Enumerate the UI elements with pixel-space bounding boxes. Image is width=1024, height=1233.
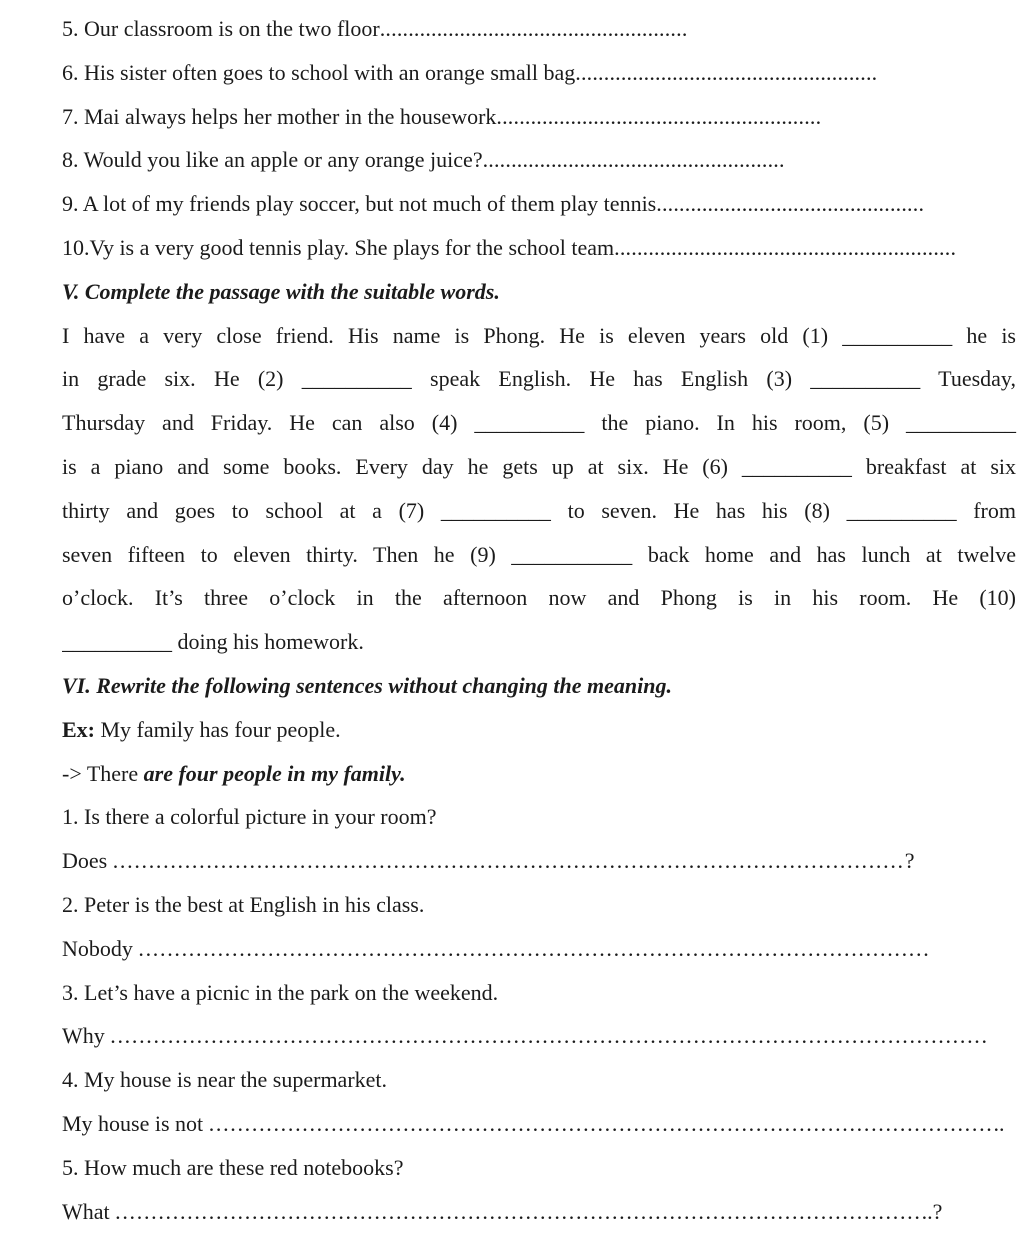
dot-leader: ............................................................ <box>614 234 957 260</box>
dot-leader: .......................................................................................................................... <box>110 1023 989 1049</box>
dot-leader: ......................................................... <box>496 103 822 129</box>
passage-line-8: __________ doing his homework. <box>62 629 364 655</box>
passage-line-1: I have a very close friend. His name is Phong. He is eleven years old (1) __________ he is <box>62 322 1016 348</box>
rewrite-item-2-answer <box>62 927 1016 971</box>
answer-suffix: ? <box>904 848 915 874</box>
sentence-text: 7. Mai always helps her mother in the housework <box>62 103 497 129</box>
answer-start: What <box>62 1198 116 1224</box>
answer-start: Why <box>62 1023 111 1049</box>
section-vi-heading: VI. Rewrite the following sentences without changing the meaning. <box>62 672 672 698</box>
rewrite-item-3-answer <box>62 1014 1016 1058</box>
dot-leader: ..................................................... <box>575 59 878 85</box>
passage-line-5: thirty and goes to school at a (7) __________ to seven. He has his (8) __________ from <box>62 497 1016 523</box>
answer-start: Does <box>62 848 113 874</box>
example-answer-line <box>62 752 1016 796</box>
example-answer-emphasis: are four people in my family. <box>143 760 406 786</box>
dot-leader: .............................................................................................................. <box>138 935 931 961</box>
dot-leader: ................................................................................................................ <box>115 1198 922 1224</box>
sentence-item-7 <box>62 95 1016 139</box>
sentence-text: 10.Vy is a very good tennis play. She plays for the school team <box>62 234 615 260</box>
rewrite-item-4-answer <box>62 1102 1016 1146</box>
sentence-item-9 <box>62 182 1016 226</box>
rewrite-item-4-prompt: 4. My house is near the supermarket. <box>62 1067 388 1093</box>
passage-line-4: is a piano and some books. Every day he gets up at six. He (6) __________ breakfast at six <box>62 453 1016 479</box>
sentence-item-8 <box>62 138 1016 182</box>
passage-line-3: Thursday and Friday. He can also (4) __________ the piano. In his room, (5) __________ <box>62 410 1016 436</box>
sentence-text: 5. Our classroom is on the two floor <box>62 16 380 41</box>
example-label: Ex: <box>62 716 95 742</box>
sentence-text: 9. A lot of my friends play soccer, but not much of them play tennis <box>62 191 657 217</box>
section-iv-items <box>62 7 1016 270</box>
dot-leader: ............................................... <box>656 191 925 217</box>
sentence-text: 8. Would you like an apple or any orange juice? <box>62 147 483 173</box>
section-v-heading: V. Complete the passage with the suitable words. <box>62 278 500 304</box>
sentence-item-6 <box>62 51 1016 95</box>
dot-leader: .............................................................................................................. <box>112 848 905 874</box>
passage-line-6: seven fifteen to eleven thirty. Then he (9) ___________ back home and has lunch at twelve <box>62 541 1016 567</box>
rewrite-item-1-answer <box>62 839 1016 883</box>
passage-line-2: in grade six. He (2) __________ speak English. He has English (3) __________ Tuesday, <box>62 366 1016 392</box>
example-sentence: My family has four people. <box>95 716 341 742</box>
answer-start: My house is not <box>62 1110 209 1136</box>
rewrite-item-5-answer <box>62 1190 1016 1233</box>
dot-leader: ...................................................... <box>379 16 688 41</box>
answer-suffix: .. <box>993 1110 1005 1136</box>
section-v <box>62 270 1016 664</box>
answer-suffix: ..? <box>921 1198 943 1224</box>
answer-start: Nobody <box>62 935 139 961</box>
example-sentence-line <box>62 708 1016 752</box>
dot-leader: ............................................................................................................. <box>208 1110 994 1136</box>
example-answer-prefix: -> There <box>62 760 144 786</box>
rewrite-item-3-prompt: 3. Let’s have a picnic in the park on the weekend. <box>62 979 499 1005</box>
section-vi <box>62 664 1016 1233</box>
sentence-item-10 <box>62 226 1016 270</box>
rewrite-item-5-prompt: 5. How much are these red notebooks? <box>62 1154 404 1180</box>
rewrite-item-1-prompt: 1. Is there a colorful picture in your room? <box>62 804 437 830</box>
sentence-item-5 <box>62 7 1016 51</box>
passage-line-7: o’clock. It’s three o’clock in the afternoon now and Phong is in his room. He (10) <box>62 585 1016 611</box>
dot-leader: ..................................................... <box>482 147 785 173</box>
rewrite-item-2-prompt: 2. Peter is the best at English in his class. <box>62 891 425 917</box>
sentence-text: 6. His sister often goes to school with an orange small bag <box>62 59 576 85</box>
